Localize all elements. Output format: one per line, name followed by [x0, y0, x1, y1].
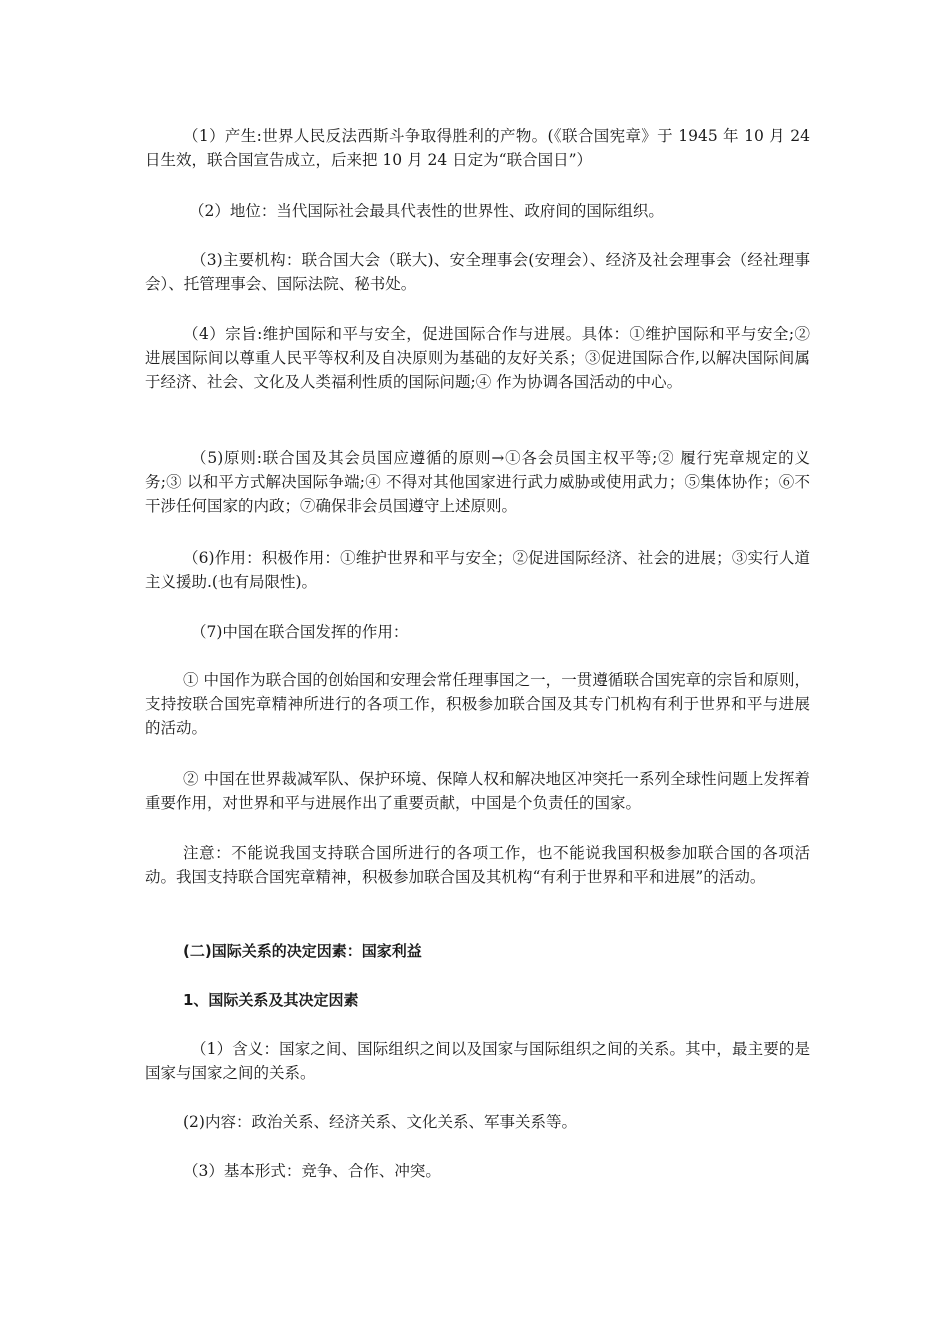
paragraph-organs: （3)主要机构：联合国大会（联大)、安全理事会(安理会）、经济及社会理事会（经社理事会）、托管理事会、国际法院、秘书处。 — [145, 251, 810, 293]
paragraph-china-role-2: ② 中国在世界裁减军队、保护环境、保障人权和解决地区冲突托一系列全球性问题上发挥着重要作用，对世界和平与进展作出了重要贡献，中国是个负责任的国家。 — [145, 770, 810, 812]
paragraph-content: (2)内容：政治关系、经济关系、文化关系、军事关系等。 — [183, 1113, 577, 1131]
paragraph-origin: （1）产生:世界人民反法西斯斗争取得胜利的产物。(《联合国宪章》于 1945 年 10 月 24 日生效，联合国宣告成立，后来把 10 月 24 日定为“联合国日”） — [145, 127, 810, 169]
paragraph-note: 注意：不能说我国支持联合国所进行的各项工作，也不能说我国积极参加联合国的各项活动。我国支持联合国宪章精神，积极参加联合国及其机构“有利于世界和平和进展”的活动。 — [145, 844, 810, 886]
subsection-heading: 1、国际关系及其决定因素 — [183, 991, 359, 1009]
section-heading: (二)国际关系的决定因素：国家利益 — [183, 942, 422, 960]
paragraph-purpose: （4）宗旨:维护国际和平与安全，促进国际合作与进展。具体：①维护国际和平与安全;② 进展国际间以尊重人民平等权利及自决原则为基础的友好关系；③促进国际合作,以解决国际间属于经济、社会、文化及人类福利性质的国际问题;④ 作为协调各国活动的中心。 — [145, 325, 810, 391]
paragraph-role: （6)作用：积极作用：①维护世界和平与安全；②促进国际经济、社会的进展；③实行人道主义援助.(也有局限性)。 — [145, 549, 810, 591]
paragraph-china-role-1: ① 中国作为联合国的创始国和安理会常任理事国之一，一贯遵循联合国宪章的宗旨和原则，支持按联合国宪章精神所进行的各项工作，积极参加联合国及其专门机构有利于世界和平与进展的活动。 — [145, 671, 810, 737]
paragraph-principles: （5)原则:联合国及其会员国应遵循的原则→①各会员国主权平等;② 履行宪章规定的义务;③ 以和平方式解决国际争端;④ 不得对其他国家进行武力威胁或使用武力；⑤集体协作；⑥不干涉任何国家的内政；⑦确保非会员国遵守上述原则。 — [145, 449, 810, 515]
paragraph-definition: （1）含义：国家之间、国际组织之间以及国家与国际组织之间的关系。其中，最主要的是国家与国家之间的关系。 — [145, 1040, 810, 1082]
paragraph-forms: （3）基本形式：竞争、合作、冲突。 — [183, 1162, 441, 1180]
paragraph-china-role-heading: （7)中国在联合国发挥的作用： — [191, 623, 409, 641]
paragraph-status: （2）地位：当代国际社会最具代表性的世界性、政府间的国际组织。 — [189, 202, 664, 220]
